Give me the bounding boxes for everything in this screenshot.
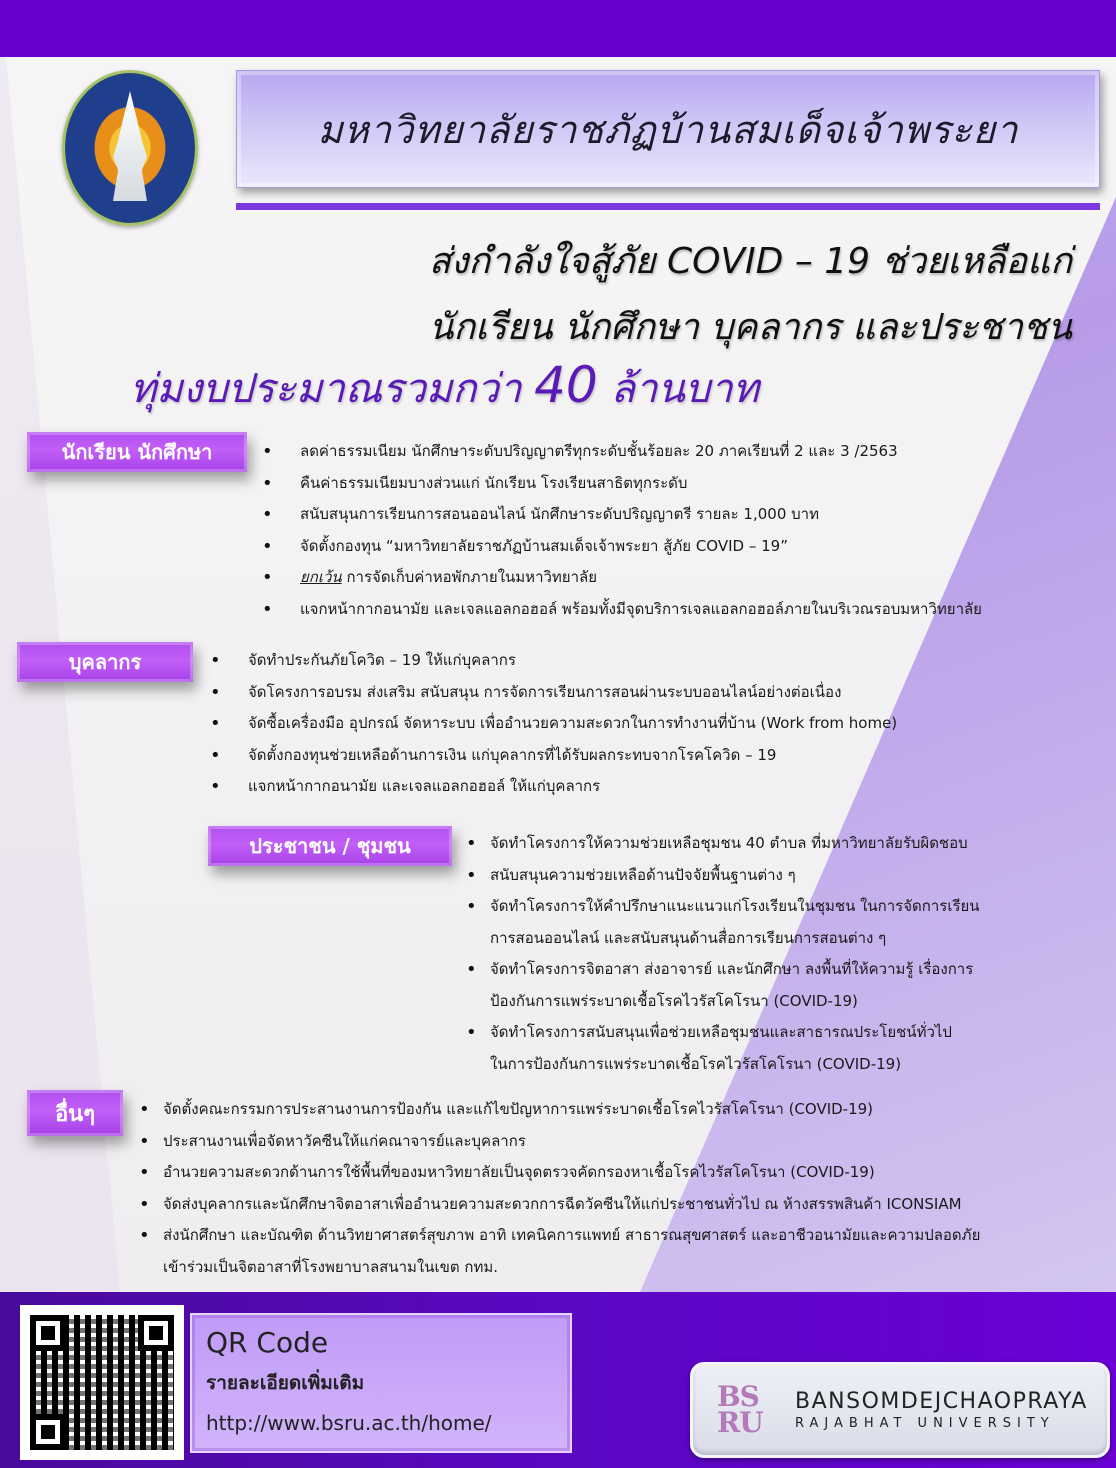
- brand-name-line-2: RAJABHAT UNIVERSITY: [795, 1416, 1055, 1431]
- list-item: • จัดทำโครงการให้ความช่วยเหลือชุมชน 40 ตำบล ที่มหาวิทยาลัยรับผิดชอบ: [490, 828, 980, 860]
- list-item-text: การจัดเก็บค่าหอพักภายในมหาวิทยาลัย: [346, 568, 597, 586]
- university-title-box: [236, 70, 1100, 188]
- staff-list: [248, 645, 897, 803]
- website-link[interactable]: http://www.bsru.ac.th/home/: [206, 1411, 492, 1435]
- list-item-continuation: เข้าร่วมเป็นจิตอาสาที่โรงพยาบาลสนามในเขต กทม.: [163, 1257, 498, 1276]
- headline-line-1: ส่งกำลังใจสู้ภัย COVID – 19 ช่วยเหลือแก่: [428, 241, 1072, 282]
- list-item: • จัดทำโครงการจิตอาสา ส่งอาจารย์ และนักศึกษา ลงพื้นที่ให้ความรู้ เรื่องการ: [490, 954, 980, 986]
- emphasis-text: ยกเว้น: [300, 568, 342, 586]
- list-item-continuation: ป้องกันการแพร่ระบาดเชื้อโรคไวรัสโคโรนา (COVID-19): [490, 991, 858, 1010]
- university-seal-icon: [62, 70, 198, 226]
- title-underline: [236, 203, 1100, 210]
- public-list: [490, 828, 980, 1080]
- list-item: • แจกหน้ากากอนามัย และเจลแอลกอฮอล์ ให้แก่บุคลากร: [248, 771, 897, 803]
- headline-line-2: นักเรียน นักศึกษา บุคลากร และประชาชน: [428, 307, 1072, 348]
- list-item: • ลดค่าธรรมเนียม นักศึกษาระดับปริญญาตรีทุกระดับชั้นร้อยละ 20 ภาคเรียนที่ 2 และ 3 /2563: [300, 436, 982, 468]
- section-label-public: ประชาชน / ชุมชน: [208, 826, 452, 866]
- qr-code[interactable]: [20, 1305, 184, 1460]
- list-item: • คืนค่าธรรมเนียมบางส่วนแก่ นักเรียน โรงเรียนสาธิตทุกระดับ: [300, 468, 982, 500]
- brand-name: [795, 1389, 1088, 1431]
- top-banner: [0, 0, 1116, 57]
- list-item-continuation: ในการป้องกันการแพร่ระบาดเชื้อโรคไวรัสโคโรนา (COVID-19): [490, 1054, 902, 1073]
- brand-name-line-1: BANSOMDEJCHAOPRAYA: [795, 1389, 1088, 1414]
- list-item: • จัดซื้อเครื่องมือ อุปกรณ์ จัดหาระบบ เพื่ออำนวยความสะดวกในการทำงานที่บ้าน (Work from home): [248, 708, 897, 740]
- list-item: • จัดตั้งกองทุน “มหาวิทยาลัยราชภัฏบ้านสมเด็จเจ้าพระยา สู้ภัย COVID – 19”: [300, 531, 982, 563]
- qr-finder-pattern: [30, 1315, 66, 1351]
- monogram-line-1: BS: [717, 1380, 759, 1413]
- list-item: • จัดส่งบุคลากรและนักศึกษาจิตอาสาเพื่ออำนวยความสะดวกการฉีดวัคซีนให้แก่ประชาชนทั่วไป ณ ห้างสรรพสินค้า ICONSIAM: [163, 1189, 980, 1221]
- budget-amount: 40: [534, 356, 598, 414]
- qr-title: QR Code: [206, 1326, 329, 1359]
- list-item: • สนับสนุนการเรียนการสอนออนไลน์ นักศึกษาระดับปริญญาตรี รายละ 1,000 บาท: [300, 499, 982, 531]
- list-item: • จัดทำโครงการสนับสนุนเพื่อช่วยเหลือชุมชนและสาธารณประโยชน์ทั่วไป: [490, 1017, 980, 1049]
- budget-headline: [130, 356, 759, 420]
- seal-tower-graphic: [113, 91, 147, 201]
- budget-suffix: ล้านบาท: [597, 366, 759, 412]
- qr-info-box: [190, 1313, 572, 1453]
- section-label-students: นักเรียน นักศึกษา: [27, 432, 247, 472]
- list-item: • สนับสนุนความช่วยเหลือด้านปัจจัยพื้นฐานต่าง ๆ: [490, 860, 980, 892]
- list-item: • จัดทำประกันภัยโควิด – 19 ให้แก่บุคลากร: [248, 645, 897, 677]
- section-label-others: อื่นๆ: [27, 1090, 123, 1136]
- qr-detail-label: รายละเอียดเพิ่มเติม: [206, 1372, 365, 1394]
- list-item: • จัดตั้งคณะกรรมการประสานงานการป้องกัน และแก้ไขปัญหาการแพร่ระบาดเชื้อโรคไวรัสโคโรนา (COVID-19): [163, 1094, 980, 1126]
- list-item-continuation: การสอนออนไลน์ และสนับสนุนด้านสื่อการเรียนการสอนต่าง ๆ: [490, 928, 887, 947]
- monogram-line-2: RU: [717, 1406, 763, 1439]
- list-item: • แจกหน้ากากอนามัย และเจลแอลกอฮอล์ พร้อมทั้งมีจุดบริการเจลแอลกอฮอล์ภายในบริเวณรอบมหาวิทยาลัย: [300, 594, 982, 626]
- list-item: • จัดตั้งกองทุนช่วยเหลือด้านการเงิน แก่บุคลากรที่ได้รับผลกระทบจากโรคโควิด – 19: [248, 740, 897, 772]
- list-item: • อำนวยความสะดวกด้านการใช้พื้นที่ของมหาวิทยาลัยเป็นจุดตรวจคัดกรองหาเชื้อโรคไวรัสโคโรนา (COVID-19): [163, 1157, 980, 1189]
- students-list: [300, 436, 982, 625]
- qr-code-icon: [30, 1315, 174, 1450]
- qr-finder-pattern: [138, 1315, 174, 1351]
- section-label-staff: บุคลากร: [17, 642, 193, 682]
- university-name: มหาวิทยาลัยราชภัฏบ้านสมเด็จเจ้าพระยา: [317, 107, 1019, 152]
- list-item: • จัดทำโครงการให้คำปรึกษาแนะแนวแก่โรงเรียนในชุมชน ในการจัดการเรียน: [490, 891, 980, 923]
- list-item: [300, 562, 982, 594]
- bsru-brand-logo: [690, 1362, 1110, 1458]
- list-item: • ส่งนักศึกษา และบัณฑิต ด้านวิทยาศาสตร์สุขภาพ อาทิ เทคนิคการแพทย์ สาธารณสุขศาสตร์ และอาชีวอนามัยและความปลอดภัย: [163, 1220, 980, 1252]
- list-item: • จัดโครงการอบรม ส่งเสริม สนับสนุน การจัดการเรียนการสอนผ่านระบบออนไลน์อย่างต่อเนื่อง: [248, 677, 897, 709]
- others-list: [163, 1094, 980, 1283]
- bsru-monogram-icon: [717, 1380, 781, 1439]
- list-item: • ประสานงานเพื่อจัดหาวัคซีนให้แก่คณาจารย์และบุคลากร: [163, 1126, 980, 1158]
- qr-finder-pattern: [30, 1414, 66, 1450]
- budget-prefix: ทุ่มงบประมาณรวมกว่า: [130, 366, 535, 412]
